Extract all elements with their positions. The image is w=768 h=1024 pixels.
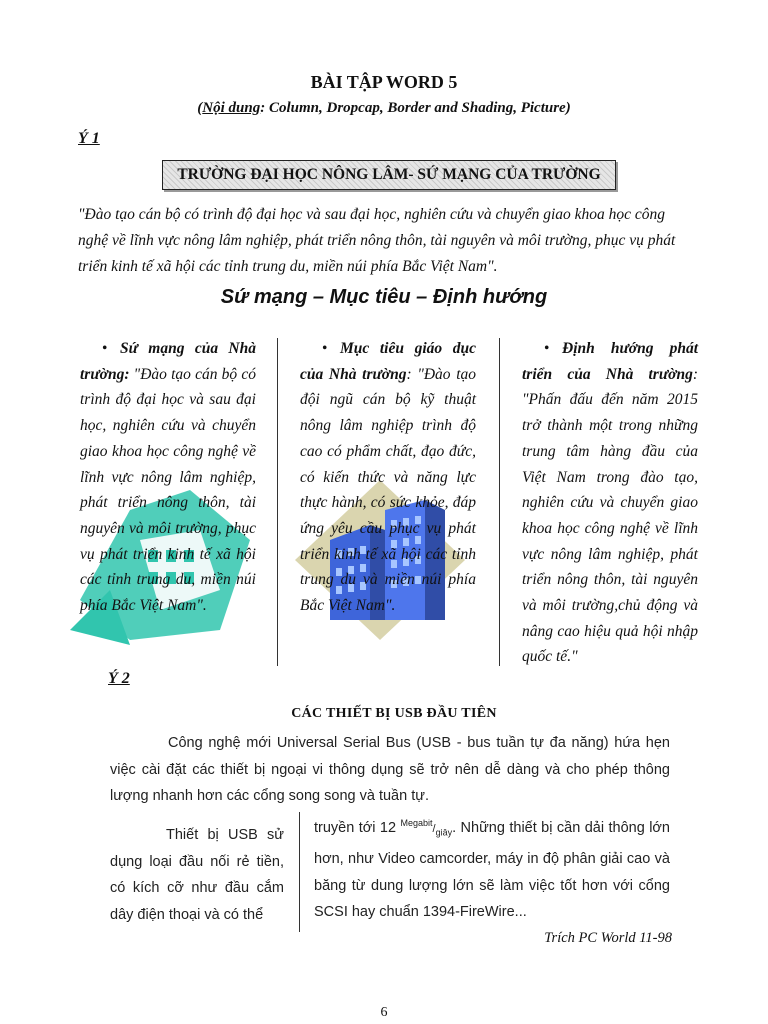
column-lead: Mục tiêu giáo dục của Nhà trường [300, 340, 476, 383]
section-heading: Sứ mạng – Mục tiêu – Định hướng [220, 286, 548, 308]
document-subtitle [0, 100, 768, 117]
usb-column-divider [299, 812, 300, 932]
shaded-banner: TRƯỜNG ĐẠI HỌC NÔNG LÂM- SỨ MẠNG CỦA TRƯỜNG [162, 160, 616, 190]
mission-statement: "Đào tạo cán bộ có trình độ đại học và sau đại học, nghiên cứu và chuyển giao khoa học công nghệ về lĩnh vực nông lâm nghiệp, phát triển nông thôn, tài nguyên và môi trường, phục vụ phát triển kinh tế xã hội các tỉnh trung du, miền núi phía Bắc Việt Nam". [78, 206, 676, 275]
usb-article-title: CÁC THIẾT BỊ USB ĐẦU TIÊN [291, 706, 497, 721]
section-y2-label: Ý 2 [108, 670, 130, 687]
usb-intro-paragraph: Công nghệ mới Universal Serial Bus (USB - bus tuần tự đa năng) hứa hẹn việc cài đặt các thiết bị ngoại vi thông dụng sẽ trở nên dễ dàng và cho phép thông lượng nhanh hơn các cổng song song và tuần tự. [110, 735, 670, 804]
section-y1-label: Ý 1 [78, 130, 100, 147]
column-divider-2 [499, 338, 500, 666]
source-citation: Trích PC World 11-98 [544, 930, 672, 946]
document-title: BÀI TẬP WORD 5 [310, 72, 458, 92]
subtitle-open: ( [197, 100, 203, 116]
usb-left-column: Thiết bị USB sử dụng loại đầu nối rẻ tiền, có kích cỡ như đầu cắm dây điện thoại và có thể [110, 827, 284, 923]
column-body: : "Phấn đấu đến năm 2015 trở thành một trong những trung tâm hàng đầu của Việt Nam trong đào tạo, nghiên cứu và chuyển giao khoa học công nghệ về lĩnh vực nông lâm nghiệp, phát triển nông thôn, tài nguyên và môi trường,chủ động và nâng cao hiệu quả hội nhập quốc tế." [522, 365, 698, 666]
bullet-icon: • [322, 340, 328, 357]
column-divider-1 [277, 338, 278, 666]
usb-right-pre: truyền tới 12 [314, 819, 401, 836]
usb-unit-bottom: giây [435, 827, 453, 838]
bullet-icon: • [544, 340, 550, 357]
column-direction [522, 336, 698, 670]
column-body: "Đào tạo cán bộ có trình độ đại học và sau đại học, nghiên cứu và chuyển giao khoa học công nghệ về lĩnh vực nông lâm nghiệp, phát triển nông thôn, tài nguyên và môi trường, phục vụ phát triển kinh tế xã hội các tỉnh trung du, miền núi phía Bắc Việt Nam". [80, 365, 256, 615]
column-lead: Định hướng phát triển của Nhà trường [522, 340, 698, 383]
bullet-icon: • [102, 340, 108, 357]
usb-right-post: . Những thiết bị cần dải thông lớn hơn, như Video camcorder, máy in độ phân giải cao và băng từ dung lượng lớn sẽ làm việc tốt hơn với cổng SCSI hay chuẩn 1394-FireWire... [314, 819, 670, 921]
subtitle-text: : Column, Dropcap, Border and Shading, Picture) [260, 100, 571, 116]
column-body: : "Đào tạo đội ngũ cán bộ kỹ thuật nông lâm nghiệp trình độ cao có phẩm chất, đạo đức, có kiến thức và năng lực thực hành, có sức khỏe, đáp ứng yêu cầu phục vụ phát triển kinh tế xã hội các tỉnh trung du và miền núi phía Bắc Việt Nam". [300, 365, 476, 615]
column-goals [300, 336, 476, 619]
usb-unit-top: Megabit [400, 818, 433, 828]
usb-unit-slash: / [432, 822, 436, 835]
column-mission [80, 336, 256, 619]
usb-right-column [314, 810, 670, 926]
subtitle-label: Nội dung [202, 100, 261, 116]
page-number: 6 [380, 1005, 388, 1020]
column-lead: Sứ mạng của Nhà trường: [80, 340, 256, 383]
